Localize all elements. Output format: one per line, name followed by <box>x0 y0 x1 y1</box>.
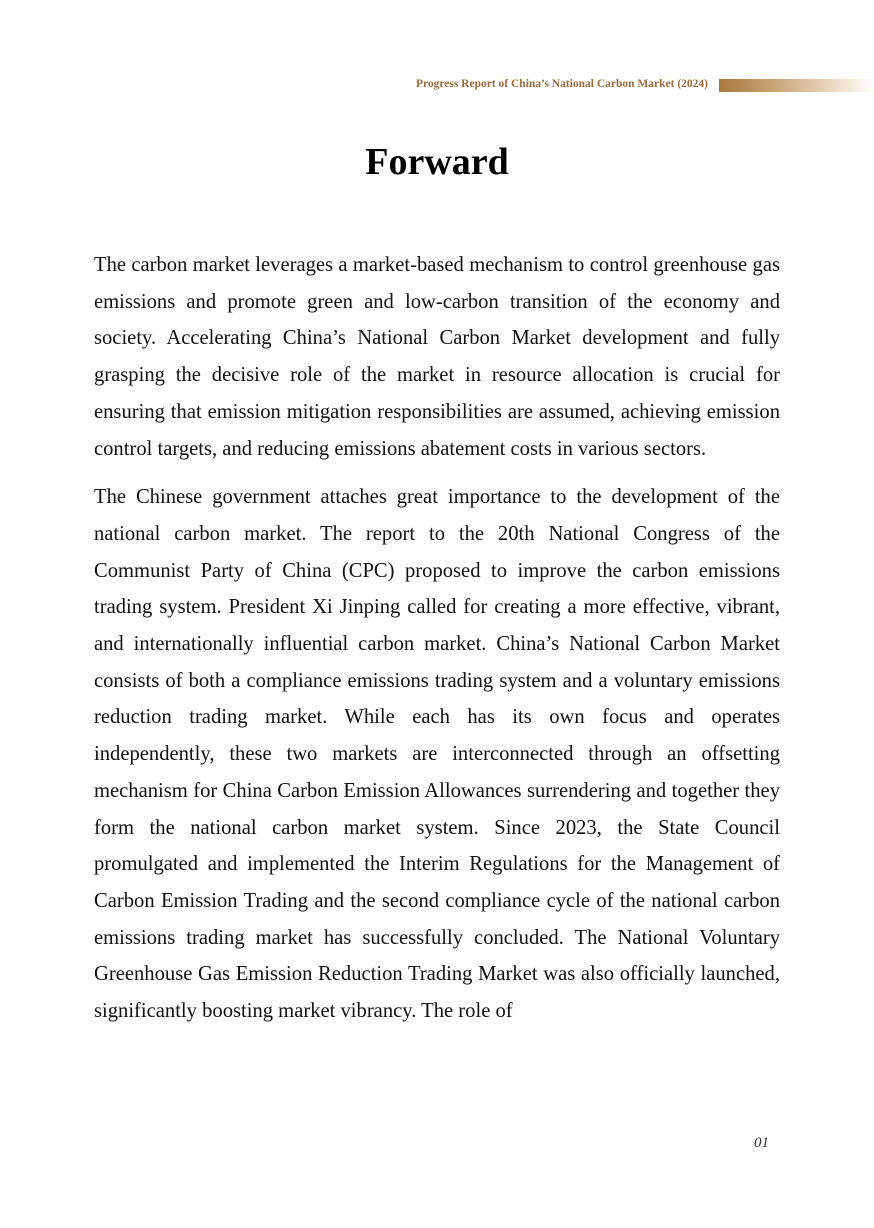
running-header: Progress Report of China’s National Carbon Market (2024) <box>415 78 708 90</box>
body-text <box>94 247 780 1042</box>
header-accent-bar <box>719 79 874 92</box>
paragraph-1: The carbon market leverages a market-based mechanism to control greenhouse gas emissions and promote green and low-carbon transition of the economy and society. Accelerating China’s National Carbon Market development and fully grasping the decisive role of the market in resource allocation is crucial for ensuring that emission mitigation responsibilities are assumed, achieving emission control targets, and reducing emissions abatement costs in various sectors. <box>94 254 780 460</box>
paragraph-2: The Chinese government attaches great importance to the development of the national carbon market. The report to the 20th National Congress of the Communist Party of China (CPC) proposed to improve the carbon emissions trading system. President Xi Jinping called for creating a more effective, vibrant, and internationally influential carbon market. China’s National Carbon Market consists of both a compliance emissions trading system and a voluntary emissions reduction trading market. While each has its own focus and operates independently, these two markets are interconnected through an offsetting mechanism for China Carbon Emission Allowances surrendering and together they form the national carbon market system. Since 2023, the State Council promulgated and implemented the Interim Regulations for the Management of Carbon Emission Trading and the second compliance cycle of the national carbon emissions trading market has successfully concluded. The National Voluntary Greenhouse Gas Emission Reduction Trading Market was also officially launched, significantly boosting market vibrancy. The role of <box>94 486 780 1023</box>
page-number: 01 <box>754 1135 769 1151</box>
page-title: Forward <box>365 141 509 183</box>
